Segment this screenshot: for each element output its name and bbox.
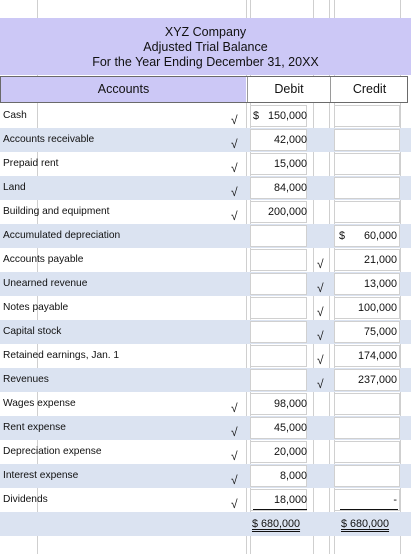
credit-amount: 100,000 [357,302,397,314]
debit-cell [250,369,307,391]
subtotal-underline [340,509,398,510]
account-row [0,464,411,488]
account-row [0,248,411,272]
account-row [0,128,411,152]
account-name: Building and equipment [3,206,110,217]
total-debit: $ 680,000 [252,518,301,530]
account-row [0,296,411,320]
credit-amount: 60,000 [363,230,397,242]
account-row [0,440,411,464]
credit-cell [334,441,400,463]
account-name: Unearned revenue [3,278,88,289]
debit-amount: 15,000 [273,158,307,170]
checkmark-icon: √ [231,137,238,151]
debit-cell [250,273,307,295]
credit-cell [334,393,400,415]
account-name: Accumulated depreciation [3,230,121,241]
debit-cell [250,297,307,319]
account-name: Rent expense [3,422,66,433]
account-name: Prepaid rent [3,158,59,169]
checkmark-icon: √ [231,113,238,127]
credit-cell [334,129,400,151]
account-row [0,152,411,176]
credit-cell [334,177,400,199]
checkmark-icon: √ [231,185,238,199]
account-name: Revenues [3,374,49,385]
column-headers [0,76,408,103]
currency-symbol: $ [339,230,346,242]
debit-cell [250,249,307,271]
debit-cell [250,225,307,247]
account-row [0,272,411,296]
checkmark-icon: √ [231,209,238,223]
checkmark-icon: √ [317,281,324,295]
debit-amount: 18,000 [273,494,307,506]
debit-cell [250,321,307,343]
account-name: Capital stock [3,326,62,337]
credit-amount: 21,000 [363,254,397,266]
checkmark-icon: √ [231,497,238,511]
account-row [0,104,411,128]
credit-amount: 174,000 [357,350,397,362]
credit-cell [334,417,400,439]
credit-cell [334,201,400,223]
accounts-column-header: Accounts [1,77,246,102]
subtotal-underline [253,509,307,510]
account-row [0,176,411,200]
account-name: Dividends [3,494,48,505]
checkmark-icon: √ [317,305,324,319]
debit-amount: 200,000 [267,206,307,218]
checkmark-icon: √ [317,329,324,343]
debit-cell [250,345,307,367]
credit-cell [334,105,400,127]
credit-cell [334,489,400,511]
account-name: Interest expense [3,470,79,481]
statement-header [0,18,411,75]
credit-amount: 237,000 [357,374,397,386]
debit-amount: 45,000 [273,422,307,434]
account-name: Accounts receivable [3,134,95,145]
checkmark-icon: √ [231,161,238,175]
account-name: Notes payable [3,302,69,313]
credit-column-header: Credit [330,77,408,102]
credit-amount: 13,000 [363,278,397,290]
checkmark-icon: √ [317,257,324,271]
credit-amount: 75,000 [363,326,397,338]
checkmark-icon: √ [231,473,238,487]
debit-amount: 84,000 [273,182,307,194]
statement-title: Adjusted Trial Balance [143,40,268,54]
account-row [0,224,411,248]
debit-column-header: Debit [247,77,330,102]
debit-amount: 42,000 [273,134,307,146]
account-row [0,488,411,512]
account-name: Retained earnings, Jan. 1 [3,350,120,361]
account-row [0,392,411,416]
checkmark-icon: √ [231,449,238,463]
account-row [0,416,411,440]
debit-amount: 8,000 [279,470,307,482]
account-name: Cash [3,110,27,121]
account-row [0,344,411,368]
company-name: XYZ Company [164,25,247,39]
checkmark-icon: √ [231,401,238,415]
checkmark-icon: √ [231,425,238,439]
totals-row [0,512,411,536]
account-name: Land [3,182,26,193]
total-credit: $ 680,000 [341,518,390,530]
account-name: Wages expense [3,398,76,409]
account-name: Accounts payable [3,254,84,265]
credit-cell [334,465,400,487]
credit-amount: - [393,494,397,506]
currency-symbol: $ [253,110,260,122]
account-row [0,368,411,392]
account-name: Depreciation expense [3,446,102,457]
account-row [0,200,411,224]
account-row [0,320,411,344]
debit-amount: 98,000 [273,398,307,410]
debit-amount: 20,000 [273,446,307,458]
credit-cell [334,153,400,175]
checkmark-icon: √ [317,353,324,367]
debit-amount: 150,000 [267,110,307,122]
statement-period: For the Year Ending December 31, 20XX [92,55,319,69]
checkmark-icon: √ [317,377,324,391]
